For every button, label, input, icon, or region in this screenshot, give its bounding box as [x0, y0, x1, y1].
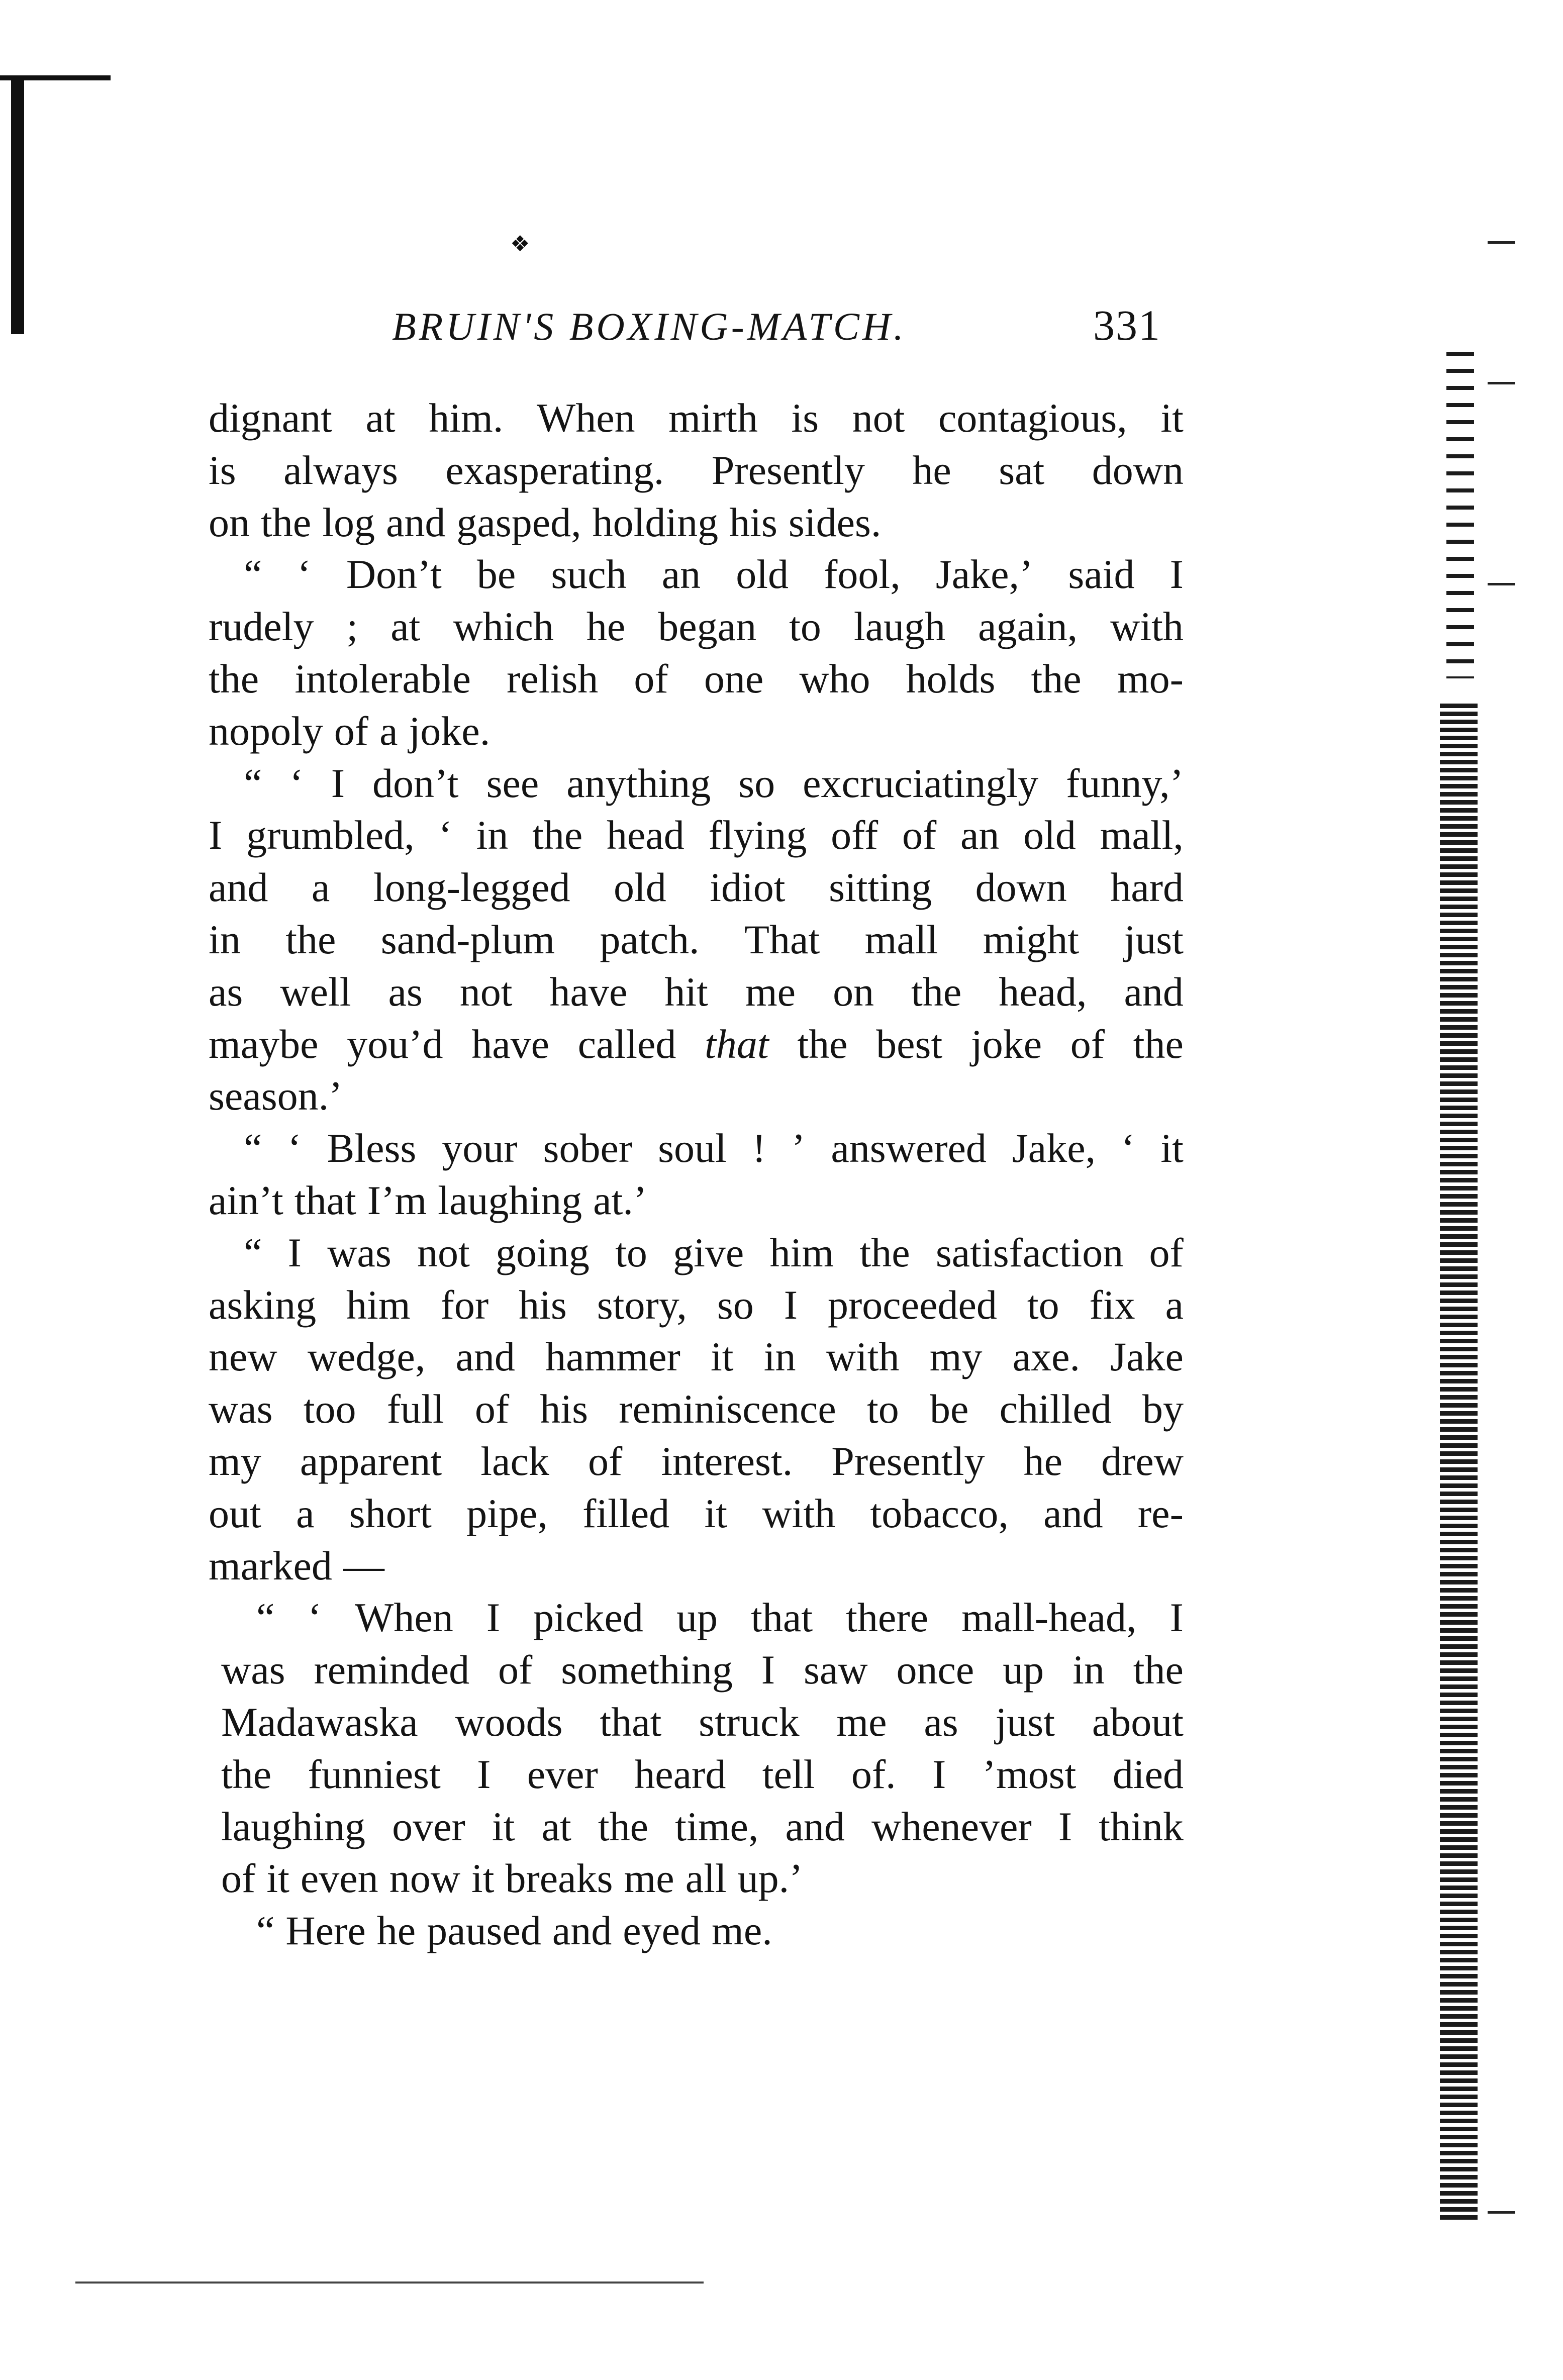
text-line: is always exasperating. Presently he sat down [209, 447, 1184, 493]
text-line: “ Here he paused and eyed me. [256, 1908, 772, 1954]
binding-gutter-top [1446, 352, 1474, 678]
text-line: nopoly of a joke. [209, 708, 491, 754]
text-line: “ I was not going to give him the satisfaction of [244, 1229, 1184, 1275]
text-line: as well as not have hit me on the head, and [209, 968, 1184, 1015]
gutter-mark [1488, 241, 1515, 244]
text-line: out a short pipe, filled it with tobacco, and re- [209, 1490, 1184, 1536]
body-text [209, 392, 1184, 1957]
text-line: “ ‘ When I picked up that there mall-head, I [256, 1595, 1184, 1641]
text-line: was reminded of something I saw once up in the [221, 1647, 1184, 1693]
scan-bottom-line [75, 2282, 704, 2284]
ornament-mark: ❖ [510, 231, 530, 257]
text-line: “ ‘ I don’t see anything so excruciatingly funny,’ [244, 760, 1184, 806]
running-head [392, 301, 1176, 359]
text-line: in the sand-plum patch. That mall might just [209, 916, 1184, 962]
text-line: laughing over it at the time, and whenever I think [221, 1803, 1184, 1849]
text-line: the funniest I ever heard tell of. I ’most died [221, 1751, 1184, 1797]
text-line: was too full of his reminiscence to be chilled by [209, 1386, 1184, 1432]
text-line: and a long-legged old idiot sitting down hard [209, 864, 1184, 911]
text-line: asking him for his story, so I proceeded to fix a [209, 1281, 1184, 1328]
text-line: I grumbled, ‘ in the head flying off of an old mall, [209, 812, 1184, 858]
page-number: 331 [1093, 301, 1161, 349]
text-line: “ ‘ Bless your sober soul ! ’ answered Jake, ‘ it [244, 1125, 1184, 1171]
text-line: on the log and gasped, holding his sides. [209, 499, 882, 545]
text-line: new wedge, and hammer it in with my axe. Jake [209, 1334, 1184, 1380]
scan-edge-bar [11, 78, 24, 334]
running-title: BRUIN'S BOXING-MATCH. [392, 305, 907, 348]
gutter-mark [1488, 583, 1515, 585]
text-line: rudely ; at which he began to laugh again, with [209, 604, 1184, 650]
gutter-mark [1488, 382, 1515, 384]
text-line: ain’t that I’m laughing at.’ [209, 1177, 647, 1223]
text-line: marked — [209, 1542, 384, 1589]
text-line: Madawaska woods that struck me as just about [221, 1699, 1184, 1745]
binding-gutter [1440, 704, 1478, 2221]
text-line: maybe you’d have called that the best joke of the [209, 1021, 1184, 1067]
text-line: “ ‘ Don’t be such an old fool, Jake,’ said I [244, 551, 1184, 598]
text-line: of it even now it breaks me all up.’ [221, 1855, 803, 1902]
text-line: the intolerable relish of one who holds the mo- [209, 655, 1184, 702]
text-line: dignant at him. When mirth is not contagious, it [209, 395, 1184, 441]
gutter-mark [1488, 2211, 1515, 2214]
text-line: season.’ [209, 1073, 343, 1119]
text-line: my apparent lack of interest. Presently he drew [209, 1438, 1184, 1484]
